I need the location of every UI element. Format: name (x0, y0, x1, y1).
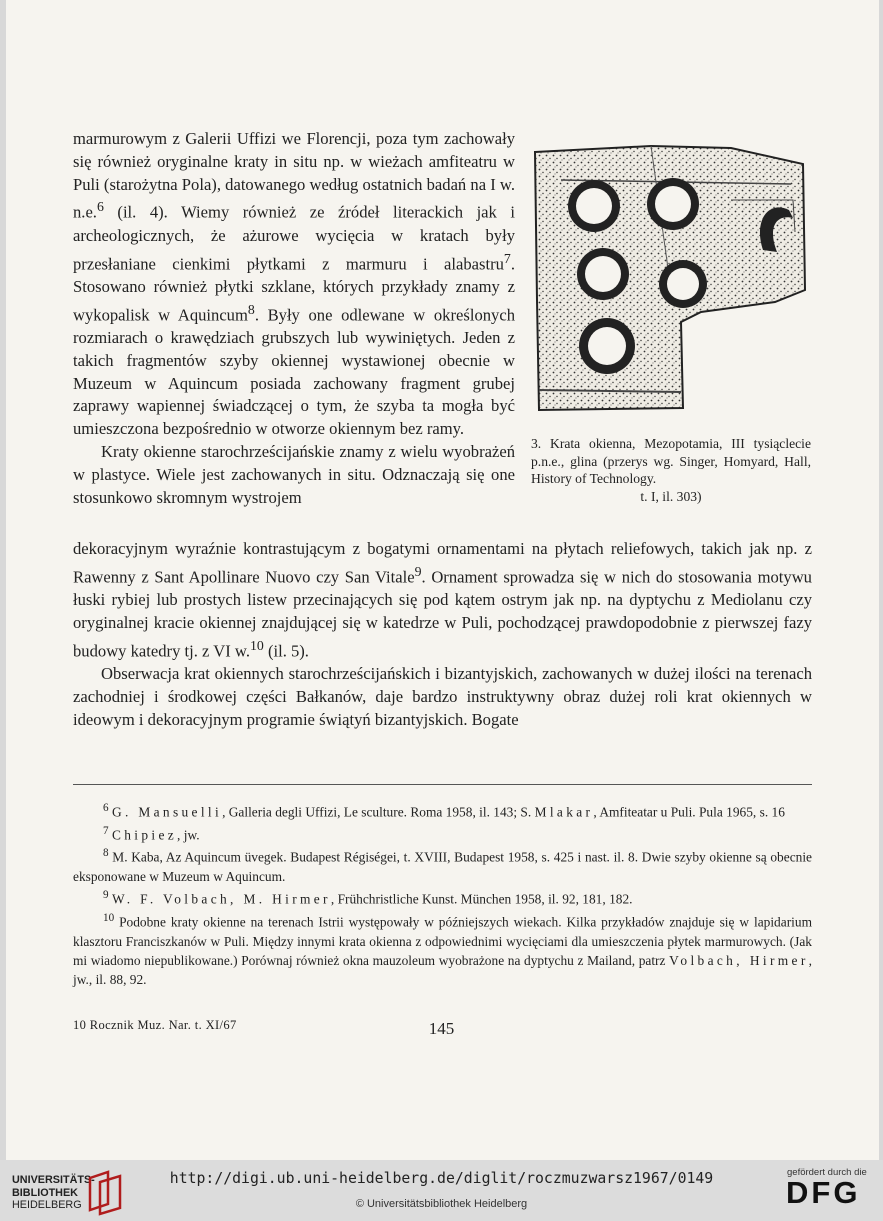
paragraph-1: marmurowym z Galerii Uffizi we Florencji, poza tym zachowały się również oryginalne kraty in situ np. w wieżach amfiteatru w Puli (starożytna Pola), datowanego według ostatnich badań na I w. n.e.$^6$ (il. 4). Wiemy również ze źródeł literackich jak i archeologicznych, że ażurowe wycięcia w kratach były przesłaniane cienkimi płytkami z marmuru i alabastru$^7$. Stosowano również płytki szklane, których przykłady znamy z wykopalisk w Aquincum$^8$. Były one odlewane w określonych rozmiarach o krawędziach grubszych lub wywiniętych. Jeden z takich fragmentów szyby okiennej wystawionej obecnie w Muzeum w Aquincum posiada zachowany fragment grubej zaprawy wapiennej świadczącej o tym, że szyba ta mogła być umieszczona bezpośrednio w otworze okiennym bez ramy. (73, 129, 515, 439)
body-column-text (73, 128, 515, 509)
page-number: 145 (428, 1019, 455, 1038)
funded-by-label: gefördert durch die (787, 1167, 867, 1178)
library-logo-text[interactable]: UNIVERSITÄTS- BIBLIOTHEK HEIDELBERG (12, 1174, 95, 1211)
footnote-divider (73, 784, 812, 785)
footnote-7: $^7$ Chipiez, jw. (103, 824, 200, 843)
page-url-link[interactable]: http://digi.ub.uni-heidelberg.de/diglit/roczmuzwarsz1967/0149 (169, 1170, 714, 1187)
footnote-ref-6[interactable]: 6 (96, 199, 104, 215)
footnote-10: $^{10}$ Podobne kraty okienne na terenach Istrii występowały w późniejszych wiekach. Kilka przykładów znajduje się w lapidarium klasztoru Franciszkanów w Puli. Między innymi krata okienna z odpowiednimi wycięciami dla umieszczenia płytek marmurowych. (Jak mi wiadomo niepublikowane.) Porównaj również okna mauzoleum wyobrażone na dyptychu z Mailand, patrz Volbach, Hirmer, jw., il. 88, 92. (73, 911, 813, 987)
footnote-9: $^9$ W. F. Volbach, M. Hirmer, Frühchristliche Kunst. München 1958, il. 92, 181, 182. (103, 889, 633, 907)
paragraph-2-cont: dekoracyjnym wyraźnie kontrastującym z bogatymi ornamentami na płytach reliefowych, takich jak np. z Rawenny z Sant Apollinare Nuovo czy San Vitale$^9$. Ornament sprowadza się w nich do stosowania motywu łuski rybiej lub prostych listew przecinających się pod kątem ostrym jak np. na dyptychu z Mediolanu czy oryginalnej kracie okiennej znajdującej się w katedrze w Puli, pochodzącej prawdopodobnie z pierwszej fazy budowy katedry tj. z VI w.$^{10}$ (il. 5). (73, 539, 812, 661)
figure-caption: 3. Krata okienna, Mezopotamia, III tysiąclecie p.n.e., glina (przerys wg. Singer, Homyard, Hall, History of Technology. t. I, il. 303) (531, 436, 811, 504)
window-grille-figure (531, 140, 807, 424)
copyright-notice: © Universitätsbibliothek Heidelberg (355, 1198, 528, 1210)
footnote-ref-9[interactable]: 9 (414, 563, 422, 579)
journal-signature: 10 Rocznik Muz. Nar. t. XI/67 (73, 1018, 237, 1032)
footnote-ref-10[interactable]: 10 (249, 637, 264, 653)
footnotes (73, 799, 812, 989)
paragraph-2-start: Kraty okienne starochrześcijańskie znamy z wielu wyobrażeń w plastyce. Wiele jest zachowanych in situ. Odznaczają się one stosunkowo skromnym wystrojem (73, 441, 515, 507)
dfg-logo[interactable]: DFG (786, 1175, 861, 1210)
body-full-text (73, 538, 812, 731)
footnote-6: $^6$ G. Mansuelli, Galleria degli Uffizi, Le sculture. Roma 1958, il. 143; S. Mlakar, Amfiteatar u Puli. Pula 1965, s. 16 (103, 802, 785, 820)
footnote-ref-8[interactable]: 8 (247, 301, 255, 317)
footnote-8: $^8$ M. Kaba, Az Aquincum üvegek. Budapest Régiségei, t. XVIII, Budapest 1958, s. 425 i nast. il. 8. Dwie szyby okienne są obecnie eksponowane w Muzeum w Aquincum. (73, 847, 812, 885)
paragraph-3: Obserwacja krat okiennych starochrześcijańskich i bizantyjskich, zachowanych w dużej ilości na terenach zachodniej i środkowej części Bałkanów, daje bardzo instruktywny obraz dużej roli krat okiennych w ideowym i dekoracyjnym programie świątyń bizantyjskich. Bogate (73, 664, 812, 729)
library-footer-bar (0, 1160, 883, 1221)
footnote-ref-7[interactable]: 7 (503, 250, 511, 266)
